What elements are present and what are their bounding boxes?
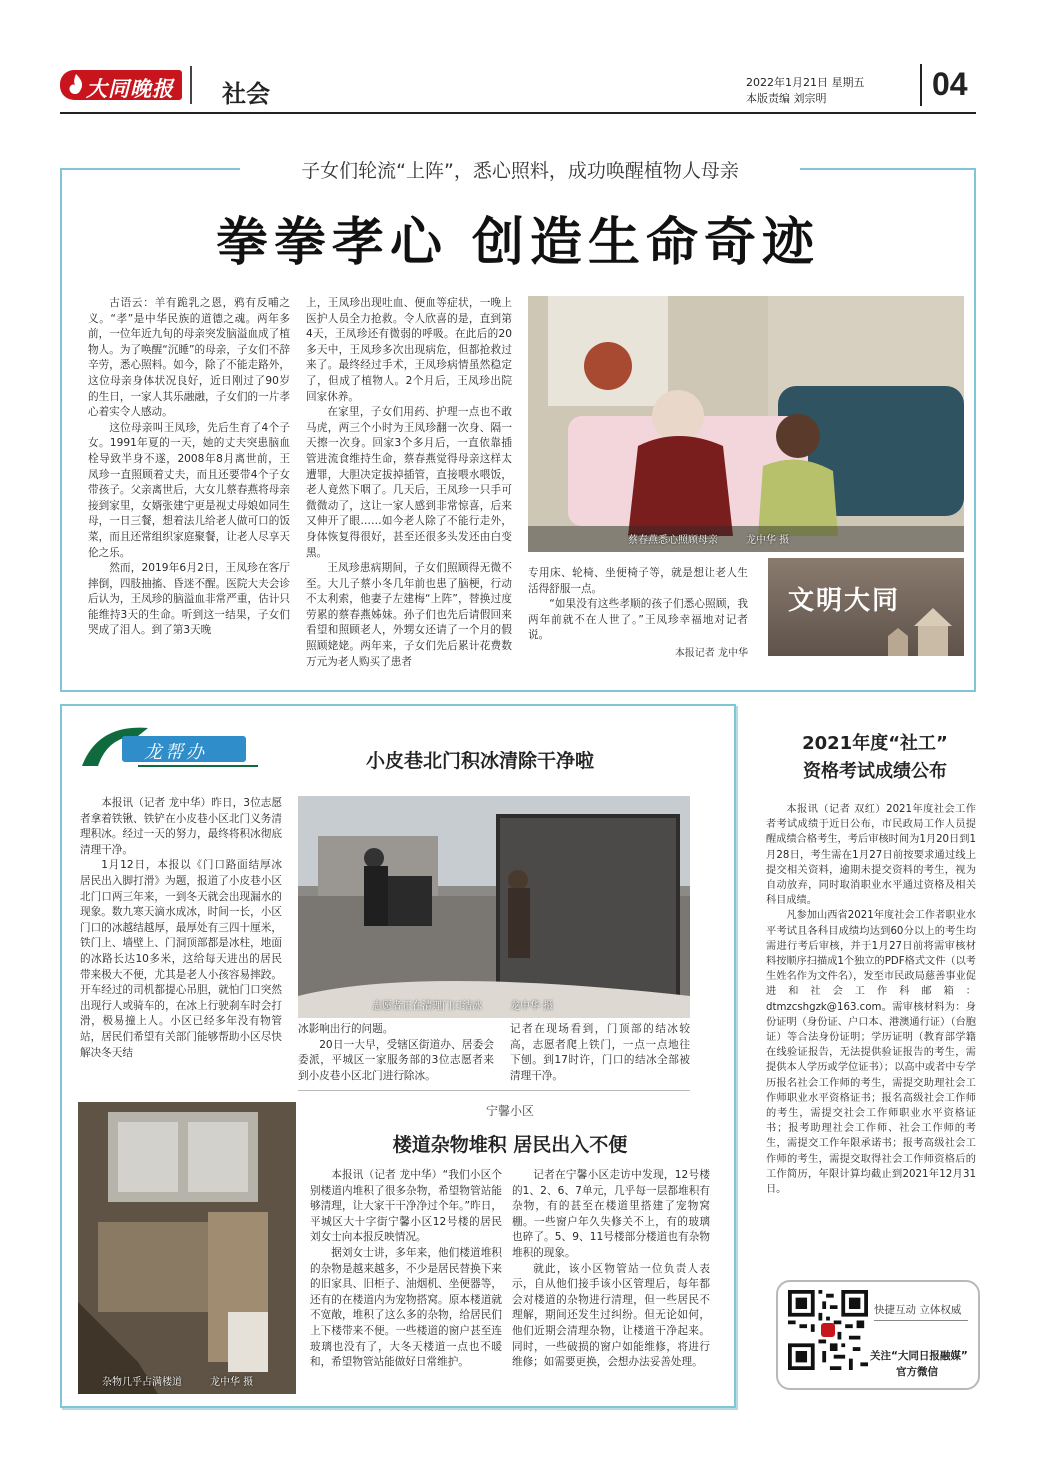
section-title: 社会 (222, 79, 270, 108)
paragraph: 本报讯（记者 双红）2021年度社会工作者考试成绩于近日公布，市民政局工作人员提醒成绩合格考生，考后审核时间为1月20日到1月28日，考生需在1月27日前按要求通过线上提交相关资料，逾期未提交资料的考生，视为自动放弃，同时取消职业水平通过资格及相关科目成绩。 (766, 804, 976, 907)
paragraph: 凡参加山西省2021年度社会工作者职业水平考试且各科目成绩均达到60分以上的考生均需进行考后审核，并于1月27日前将需审核材料按顺序扫描成1个独立的PDF格式文件（以考生姓名作为文件名），发至市民政局慈善事业促进和社会工作科邮箱：dtmzcshgzk@163.com。需审核材料为：身份证明（身份证、户口本、港澳通行证）（台胞证）等合法身份证明；学历证明（教育部学籍在线验证报告，无法提供验证报告的考生，需提供本人学历或学位证书）；以高中或者中专学历报名社会工作师的考生，需提交助理社会工作师职业水平资格证书；报名高级社会工作师的考生，需提交社会工作师职业水平资格证书；报考助理社会工作师、社会工作师的考生，需提交工作年限承诺书；报考高级社会工作师的考生，需提交取得社会工作师资格后的工作简历，年限计算均截止到2021年12月31日。 (766, 910, 976, 1196)
photo-scene (298, 796, 690, 1018)
page-number-divider (920, 64, 922, 106)
sidebar-title-line1: 2021年度“社工” (802, 733, 948, 754)
story3-photo-caption: 杂物几乎占满楼道 龙中华 摄 (102, 1377, 254, 1388)
main-story-title: 拳拳孝心 创造生命奇迹 (215, 213, 821, 273)
story2-col1 (80, 796, 282, 1061)
paragraph: 据刘女士讲，多年来，他们楼道堆积的杂物是越来越多，不少是居民替换下来的旧家具、旧柜子、油烟机、坐便器等，还有的在楼道内为宠物搭窝。原本楼道就不宽敞，堆积了这么多的杂物，给居民们上下楼带来不便。一些楼道的窗户甚至连玻璃也没有了，大冬天楼道一点也不暖和，希望物管站能做好日常维护。 (310, 1246, 502, 1369)
sidebar-title (760, 730, 990, 786)
qr-center-logo (821, 1323, 835, 1337)
main-story-col1 (88, 296, 290, 639)
qr-block (776, 1280, 980, 1390)
main-story-photo (528, 296, 964, 552)
qr-note-line1: 关注“大同日报融媒” (870, 1350, 968, 1362)
photo-scene (78, 1102, 296, 1394)
qr-caption: 快捷互动 立体权威 (874, 1304, 962, 1316)
flame-icon (66, 73, 86, 97)
story2-photo-caption: 志愿者正在清理门口结冰 龙中华 摄 (372, 1001, 554, 1012)
main-story-col3 (528, 566, 748, 662)
paragraph: 古语云：羊有跪乳之恩，鸦有反哺之义。“孝”是中华民族的道德之魂。两年多前，一位年近九旬的母亲突发脑溢血成了植物人。为了唤醒“沉睡”的母亲，子女们不辞辛劳，悉心照料。如今，除了不能走路外，这位母亲身体状况良好，近日刚过了90岁的生日，一家人其乐融融，子女们的一片孝心着实令人感动。 (88, 297, 290, 419)
story2-title: 小皮巷北门积冰清除干净啦 (365, 750, 594, 772)
header-divider (190, 66, 192, 104)
sidebar-body (766, 802, 976, 1197)
paragraph: 记者在宁馨小区走访中发现，12号楼的1、2、6、7单元，几乎每一层都堆积有杂物，有的甚至在楼道里搭建了宠物窝棚。一些窗户年久失修关不上，有的玻璃也碎了。5、9、11号楼部分楼道也有杂物堆积的现象。 (512, 1169, 710, 1259)
main-story-col2 (306, 296, 512, 670)
story3-kicker: 宁馨小区 (485, 1104, 534, 1118)
badge-text: 文明大同 (788, 586, 901, 616)
masthead (60, 62, 980, 110)
brand-logo (60, 70, 182, 100)
story2-photo (298, 796, 690, 1018)
paragraph: 就此，该小区物管站一位负责人表示，自从他们接手该小区管理后，每年都会对楼道的杂物进行清理，但一些居民不理解，期间还发生过纠纷。但无论如何，他们近期会清理杂物，让楼道干净起来。同时，一些破损的窗户如能维修，将进行维修；如需要更换，会想办法妥善处理。 (512, 1262, 710, 1369)
paragraph: 王凤珍患病期间，子女们照顾得无微不至。大儿子蔡小冬几年前也患了脑梗，行动不太利索，他妻子左建梅“上阵”，替换过度劳累的蔡春燕姊妹。孙子们也先后请假回来看望和照顾老人，外甥女还请了一个月的假照顾姥姥。两年来，子女们先后累计花费数万元为老人购买了患者 (306, 562, 512, 668)
column-label-text: 龙帮办 (144, 742, 207, 763)
main-story-subtitle: 子女们轮流“上阵”，悉心照料，成功唤醒植物人母亲 (240, 156, 800, 183)
sidebar-title-line2: 资格考试成绩公布 (803, 761, 947, 782)
issue-date: 2022年1月21日 星期五 (746, 76, 865, 89)
story3-col1 (310, 1168, 502, 1371)
story3-title: 楼道杂物堆积 居民出入不便 (392, 1134, 628, 1156)
paragraph: 专用床、轮椅、坐便椅子等，就是想让老人生活得舒服一点。 (528, 567, 748, 595)
story2-col2 (298, 1022, 494, 1084)
qr-rule (874, 1320, 968, 1321)
paragraph: 本报讯（记者 龙中华）“我们小区个别楼道内堆积了很多杂物，希望物管站能够清理，让大家干干净净过个年。”昨日，平城区大十字街宁馨小区12号楼的居民刘女士向本报反映情况。 (310, 1169, 502, 1244)
paragraph: 20日一大早，受辖区街道办、居委会委派，平城区一家服务部的3位志愿者来到小皮巷小区北门进行除冰。 (298, 1038, 494, 1082)
paragraph: 本报讯（记者 龙中华）昨日，3位志愿者拿着铁锹、铁铲在小皮巷小区北门义务清理积冰。经过一天的努力，最终将积冰彻底清理干净。 (80, 797, 282, 856)
section-divider (298, 1090, 690, 1091)
page-number: 04 (932, 66, 968, 102)
paragraph: 这位母亲叫王凤珍，先后生育了4个子女。1991年夏的一天，她的丈夫突患脑血栓导致半身不遂，2008年8月离世前，王凤珍一直照顾着丈夫，而且还要带4个子女带孩子。父亲离世后，大女儿蔡春燕将母亲接到家里，女婿张建宁更是视丈母娘如同生母，一日三餐，想着法儿给老人做可口的饭菜，而且还常组织家庭聚餐，让老人尽享天伦之乐。 (88, 421, 290, 559)
paragraph: “如果没有这些孝顺的孩子们悉心照顾，我两年前就不在人世了。”王凤珍幸福地对记者说。 (528, 598, 748, 642)
civilization-badge (768, 558, 964, 656)
main-photo-caption: 蔡春燕悉心照顾母亲 龙中华 摄 (628, 535, 790, 546)
byline: 本报记者 龙中华 (674, 647, 748, 659)
header-rule (60, 112, 976, 114)
photo-scene (528, 296, 964, 552)
paragraph: 冰影响出行的问题。 (298, 1023, 394, 1035)
paragraph: 上，王凤珍出现吐血、便血等症状，一晚上医护人员全力抢救。令人欣喜的是，直到第4天，王凤珍还有微弱的呼吸。在此后的20多天中，王凤珍多次出现病危，但都抢救过来了。最终经过手术，王凤珍病情虽然稳定了，但成了植物人。2个月后，王凤珍出院回家休养。 (306, 297, 512, 403)
paragraph: 在家里，子女们用药、护理一点也不敢马虎，两三个小时为王凤珍翻一次身、隔一天擦一次身。回家3个多月后，一直依靠插管进流食维持生命，蔡春燕觉得母亲这样太遭罪，大胆决定拔掉插管，直接喂水喂饭，老人竟然下咽了。几天后，王凤珍一只手可微微动了，这让一家人感到非常惊喜，后来又伸开了眼……如今老人除了不能行走外，身体恢复得很好，甚至还很多头发还由白变黑。 (306, 406, 512, 559)
brand-name: 大同晚报 (86, 76, 174, 101)
story2-col3 (510, 1022, 690, 1084)
qr-note-line2: 官方微信 (896, 1366, 938, 1378)
paragraph: 然而，2019年6月2日，王凤珍在客厅摔倒，四肢抽搐、昏迷不醒。医院大夫会诊后认为，王凤珍的脑溢血非常严重，估计只能维持3天的生命。听到这一结果，子女们哭成了泪人。到了第3天晚 (88, 562, 290, 637)
page-editor: 本版责编 刘宗明 (746, 92, 827, 105)
paragraph: 1月12日，本报以《门口路面结厚冰 居民出入脚打滑》为题，报道了小皮巷小区北门口两三年来，一到冬天就会出现漏水的现象。数九寒天滴水成冰，时间一长，小区门口的冰越结越厚，最厚处有三四十厘米，铁门上、墙壁上、门洞顶部都是冰柱，地面的冰路长达10多米，这给每天进出的居民带来极大不便，尤其是老人小孩容易摔跤。开车经过的司机都提心吊胆，就怕门口突然出现行人或骑车的，在冰上行驶刹车时会打滑，极易撞上人。小区已经多年没有物管站，居民们希望有关部门能够帮助小区尽快解决冬天结 (80, 859, 282, 1059)
column-label (78, 716, 268, 776)
paragraph: 记者在现场看到，门顶部的结冰较高，志愿者爬上铁门，一点一点地往下刨。到17时许，门口的结冰全部被清理干净。 (510, 1023, 690, 1082)
story3-col2 (512, 1168, 710, 1371)
story3-photo (78, 1102, 296, 1394)
